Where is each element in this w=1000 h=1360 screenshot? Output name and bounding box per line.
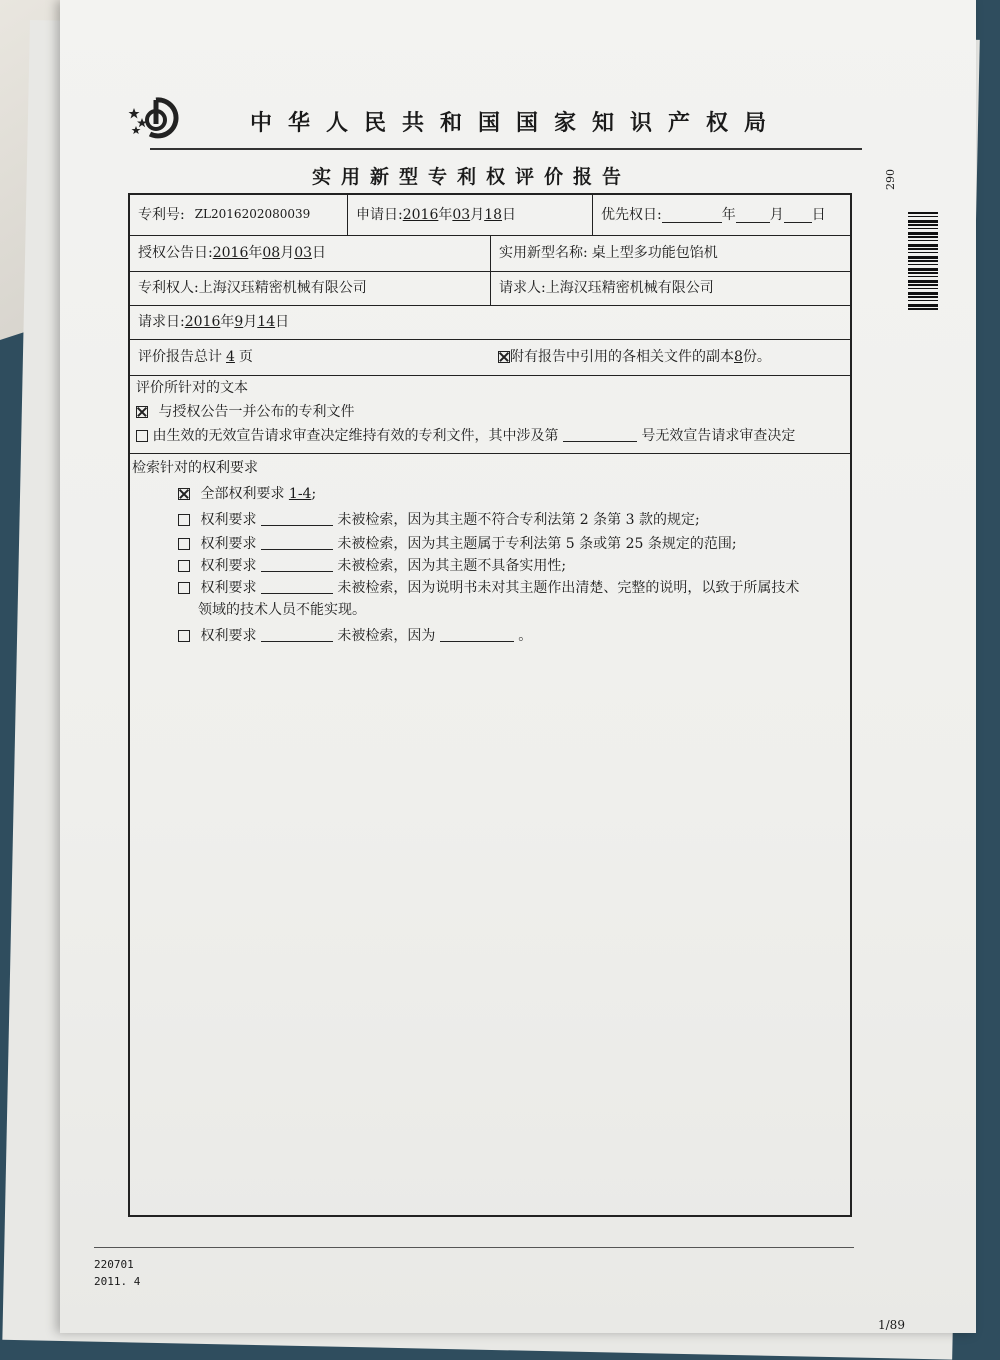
claims-heading: 检索针对的权利要求 xyxy=(132,460,258,476)
row-patent-number xyxy=(130,195,850,236)
claims-item-4-reason-a: 未被检索，因为说明书未对其主题作出清楚、完整的说明，以致于所属技术 xyxy=(337,580,800,596)
grant-month: 08 xyxy=(262,244,281,261)
text-option-2-checkbox[interactable] xyxy=(136,430,148,442)
priority-year-char: 年 xyxy=(721,206,736,223)
grant-year: 2016 xyxy=(212,244,249,261)
grant-month-char: 月 xyxy=(280,244,295,261)
claims-item-5-reason: 未被检索，因为 xyxy=(337,628,436,644)
priority-day-char: 日 xyxy=(811,206,826,223)
text-option-2-label-a: 由生效的无效宣告请求审查决定维持有效的专利文件，其中涉及第 xyxy=(152,428,559,444)
row-owner xyxy=(130,271,850,306)
claims-all-item xyxy=(178,483,316,503)
report-total-cell xyxy=(130,339,490,375)
text-option-1-checkbox[interactable] xyxy=(136,406,148,418)
claims-item-3-reason: 未被检索，因为其主题不具备实用性; xyxy=(337,558,567,574)
form-date: 2011. 4 xyxy=(94,1275,141,1288)
requester-value: 上海汉珏精密机械有限公司 xyxy=(545,279,714,296)
claims-item-5 xyxy=(178,625,532,645)
footer-rule xyxy=(94,1247,854,1248)
attachments-suffix: 份。 xyxy=(742,348,771,365)
attachments-checkbox[interactable] xyxy=(498,351,510,363)
request-day: 14 xyxy=(257,313,276,330)
claims-item-2-label: 权利要求 xyxy=(200,536,257,552)
filing-date-label: 申请日: xyxy=(356,206,403,223)
row-texts-section xyxy=(130,375,850,454)
filing-day-char: 日 xyxy=(502,206,517,223)
text-option-1 xyxy=(136,401,354,421)
claims-item-5-blank xyxy=(261,627,333,642)
texts-heading: 评价所针对的文本 xyxy=(136,380,248,396)
claims-item-5-label: 权利要求 xyxy=(200,628,257,644)
requester-label: 请求人: xyxy=(499,279,546,296)
patent-number-cell xyxy=(130,195,347,235)
claims-item-4-label: 权利要求 xyxy=(200,580,257,596)
grant-year-char: 年 xyxy=(248,244,263,261)
claims-all-label: 全部权利要求 xyxy=(200,486,285,502)
claims-item-5-reason-blank xyxy=(440,627,514,642)
claims-all-checkbox[interactable] xyxy=(178,488,190,500)
owner-label: 专利权人: xyxy=(138,279,199,296)
text-option-2-label-b: 号无效宣告请求审查决定 xyxy=(641,428,796,444)
report-form xyxy=(128,193,852,1217)
filing-day: 18 xyxy=(484,206,503,223)
page-number: 1/89 xyxy=(878,1318,905,1332)
request-day-char: 日 xyxy=(275,313,290,330)
request-month: 9 xyxy=(234,313,244,330)
claims-all-range: 1-4 xyxy=(288,486,312,502)
patent-number-value: ZL2016202080039 xyxy=(194,207,311,222)
decision-number-blank xyxy=(563,427,637,442)
report-total-suffix: 页 xyxy=(238,348,253,365)
agency-name: 中华人民共和国国家知识产权局 xyxy=(250,111,783,136)
cnipa-logo-icon xyxy=(126,94,186,142)
owner-cell xyxy=(130,271,490,305)
request-date-label: 请求日: xyxy=(138,313,185,330)
attachments-cell xyxy=(490,339,850,375)
utility-model-name-cell xyxy=(490,235,850,271)
form-code: 220701 xyxy=(94,1258,134,1271)
patent-number-label: 专利号: xyxy=(138,206,185,223)
grant-date-label: 授权公告日: xyxy=(138,244,213,261)
claims-all-suffix: ; xyxy=(311,486,317,502)
grant-date-cell xyxy=(130,235,490,271)
claims-item-1-blank xyxy=(261,511,333,526)
claims-item-3 xyxy=(178,555,566,575)
claims-item-2-reason: 未被检索，因为其主题属于专利法第 5 条或第 25 条规定的范围; xyxy=(337,536,737,552)
filing-year-char: 年 xyxy=(438,206,453,223)
priority-date-label: 优先权日: xyxy=(601,206,662,223)
requester-cell xyxy=(490,271,850,305)
claims-item-5-checkbox[interactable] xyxy=(178,630,190,642)
filing-month: 03 xyxy=(452,206,471,223)
claims-item-2 xyxy=(178,533,737,553)
claims-item-4-blank xyxy=(261,579,333,594)
priority-day-blank xyxy=(784,208,812,223)
row-request-date xyxy=(130,305,850,340)
claims-item-4 xyxy=(178,577,799,597)
request-year: 2016 xyxy=(184,313,221,330)
grant-day: 03 xyxy=(294,244,313,261)
owner-value: 上海汉珏精密机械有限公司 xyxy=(198,279,367,296)
attachments-count: 8 xyxy=(734,348,743,365)
utility-model-name: 桌上型多功能包馅机 xyxy=(591,244,718,261)
report-total-prefix: 评价报告总计 xyxy=(138,348,222,365)
header-rule xyxy=(150,148,862,150)
grant-day-char: 日 xyxy=(312,244,327,261)
claims-item-1-label: 权利要求 xyxy=(200,512,257,528)
priority-date-cell xyxy=(592,195,850,235)
claims-item-3-blank xyxy=(261,557,333,572)
claims-item-2-blank xyxy=(261,535,333,550)
claims-item-4-checkbox[interactable] xyxy=(178,582,190,594)
claims-item-2-checkbox[interactable] xyxy=(178,538,190,550)
claims-item-1-reason: 未被检索，因为其主题不符合专利法第 2 条第 3 款的规定; xyxy=(337,512,700,528)
text-option-1-label: 与授权公告一并公布的专利文件 xyxy=(158,404,355,420)
request-year-char: 年 xyxy=(220,313,235,330)
priority-month-blank xyxy=(736,208,770,223)
report-title: 实用新型专利权评价报告 xyxy=(312,166,632,188)
row-report-total xyxy=(130,339,850,376)
utility-model-name-label: 实用新型名称: xyxy=(499,244,588,261)
report-total-pages: 4 xyxy=(226,348,235,365)
barcode xyxy=(908,212,938,310)
claims-item-3-checkbox[interactable] xyxy=(178,560,190,572)
barcode-number: 290 xyxy=(884,169,897,190)
request-date-cell xyxy=(130,305,850,339)
claims-item-3-label: 权利要求 xyxy=(200,558,257,574)
row-grant xyxy=(130,235,850,272)
attachments-prefix: 附有报告中引用的各相关文件的副本 xyxy=(510,348,734,365)
request-month-char: 月 xyxy=(243,313,258,330)
filing-year: 2016 xyxy=(402,206,439,223)
priority-year-blank xyxy=(662,208,722,223)
priority-month-char: 月 xyxy=(769,206,784,223)
text-option-2 xyxy=(136,425,795,445)
filing-month-char: 月 xyxy=(470,206,485,223)
claims-item-5-end: 。 xyxy=(518,628,533,644)
claims-item-1 xyxy=(178,509,700,529)
filing-date-cell xyxy=(347,195,592,235)
claims-item-4-continued: 领域的技术人员不能实现。 xyxy=(198,602,366,618)
claims-item-1-checkbox[interactable] xyxy=(178,514,190,526)
form-code-block xyxy=(94,1256,140,1290)
report-page xyxy=(60,0,976,1333)
